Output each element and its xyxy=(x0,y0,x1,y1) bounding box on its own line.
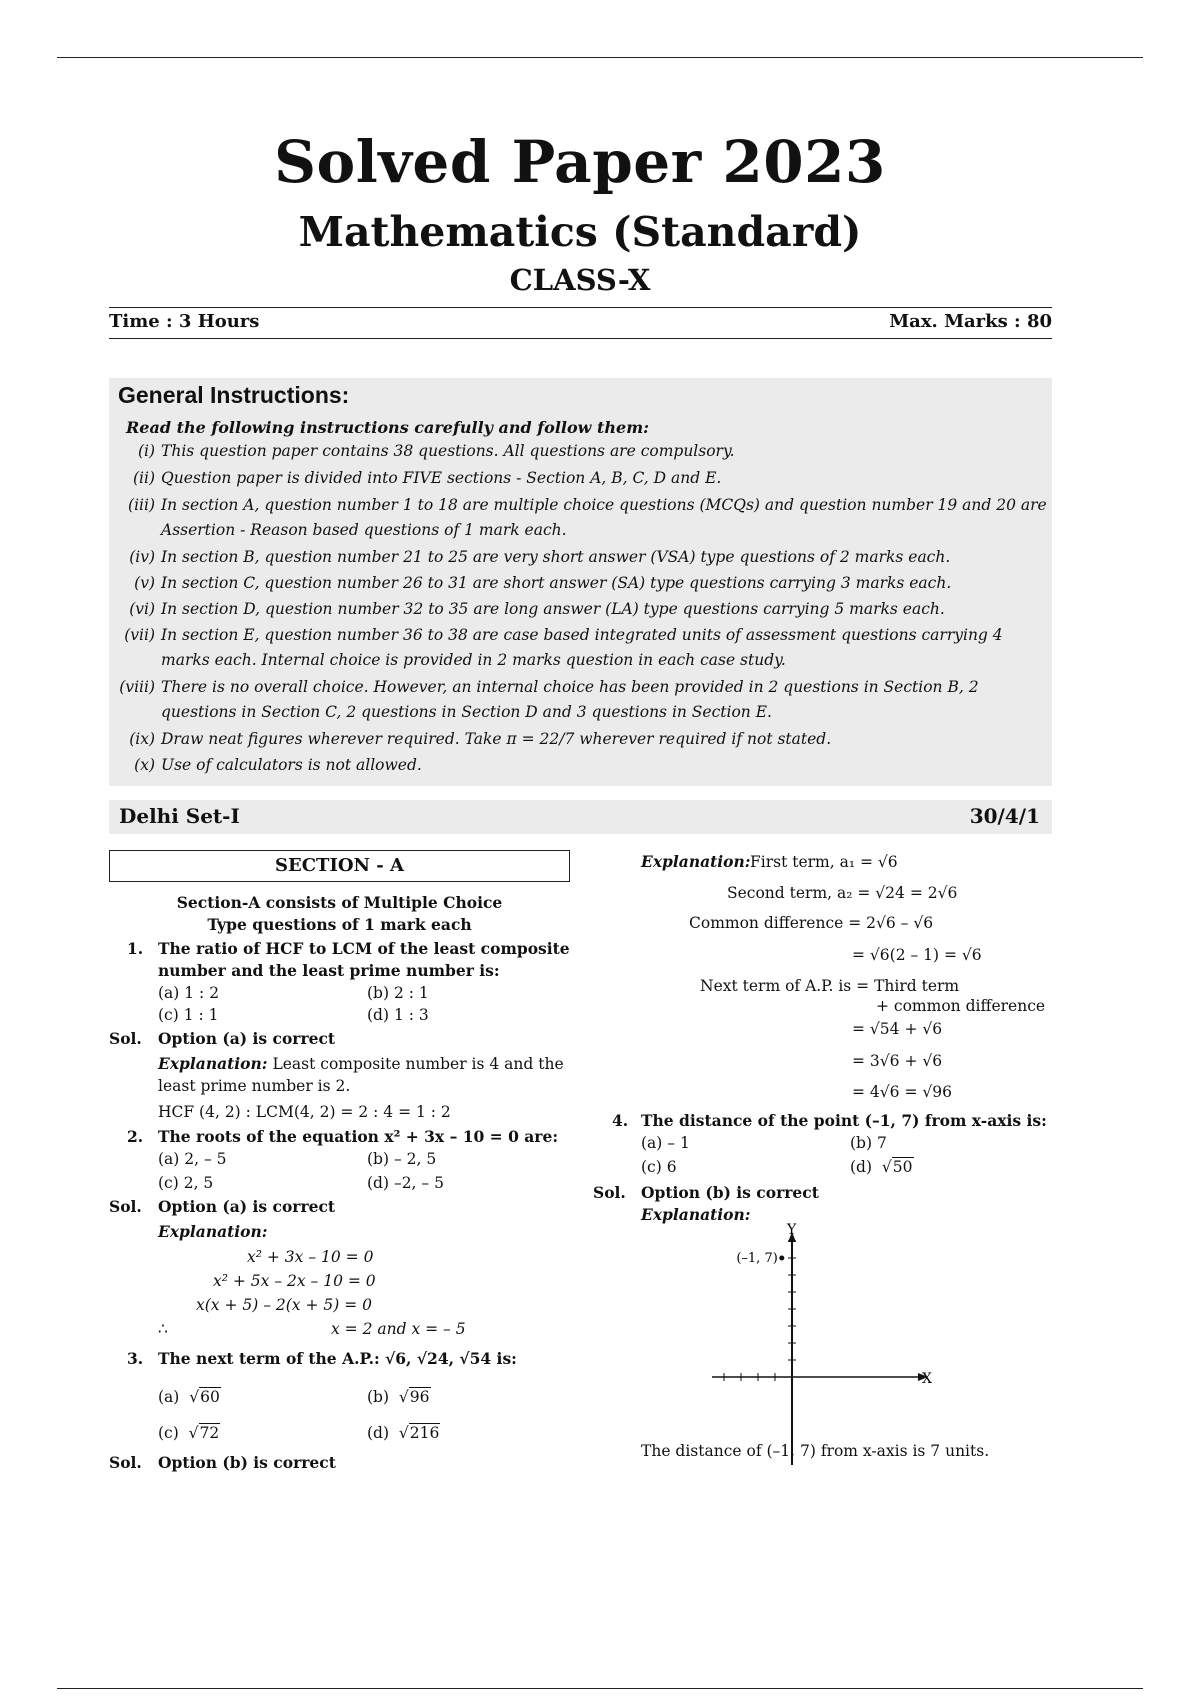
explanation: Explanation: Least composite number is 4 and the xyxy=(158,1054,564,1073)
top-rule xyxy=(57,57,1143,58)
explanation-step: Second term, a₂ = √24 = 2√6 xyxy=(727,884,958,902)
option: (a) 2, – 5 xyxy=(158,1150,227,1168)
explanation-text: least prime number is 2. xyxy=(158,1077,351,1095)
instruction-item: (vi) In section D, question number 32 to 35 are long answer (LA) type questions carrying 5 marks each. xyxy=(129,600,945,618)
solution-answer: Option (a) is correct xyxy=(158,1197,336,1216)
option: (d) 1 : 3 xyxy=(367,1006,429,1024)
option: (d) –2, – 5 xyxy=(367,1174,444,1192)
solution-label: Sol. xyxy=(109,1029,142,1048)
coordinate-graph xyxy=(700,1220,950,1470)
page-title: Solved Paper 2023 xyxy=(274,128,886,196)
general-instructions xyxy=(109,378,1052,786)
option: (d) √50 xyxy=(850,1158,913,1176)
section-title: SECTION - A xyxy=(109,850,570,882)
question-text: The next term of the A.P.: √6, √24, √54 is: xyxy=(158,1349,517,1368)
explanation-step: = 4√6 = √96 xyxy=(852,1083,952,1101)
instruction-item: (viii) There is no overall choice. However, an internal choice has been provided in 2 questions in Section B, 2 questions in Section C, 2 questions in Section D and 3 questions in Section E. xyxy=(119,678,979,721)
instructions-intro: Read the following instructions carefully and follow them: xyxy=(126,418,650,437)
instruction-item: (ix) Draw neat figures wherever required. Take π = 22/7 wherever required if not stated. xyxy=(129,730,832,748)
equation-step: x² + 5x – 2x – 10 = 0 xyxy=(213,1272,376,1290)
y-axis-label: Y xyxy=(787,1222,797,1238)
explanation-step: + common difference xyxy=(876,997,1046,1015)
option: (c) 6 xyxy=(641,1158,677,1176)
question-number: 3. xyxy=(127,1349,144,1368)
explanation-step: Next term of A.P. is = Third term xyxy=(700,977,960,995)
instruction-item: (iii) In section A, question number 1 to 18 are multiple choice questions (MCQs) and question number 19 and 20 are Assertion - Reason based questions of 1 mark each. xyxy=(128,496,1047,539)
set-header xyxy=(109,800,1052,834)
instruction-item: (vii) In section E, question number 36 to 38 are case based integrated units of assessment questions carrying 4 marks each. Internal choice is provided in 2 marks question in each case study. xyxy=(124,626,1003,669)
x-axis-label: X xyxy=(922,1371,932,1387)
option: (a) √60 xyxy=(158,1388,220,1406)
option: (c) √72 xyxy=(158,1424,220,1442)
instruction-item: (v) In section C, question number 26 to 31 are short answer (SA) type questions carrying 3 marks each. xyxy=(134,574,952,592)
equation-step: x² + 3x – 10 = 0 xyxy=(247,1248,374,1266)
question-text: The roots of the equation x² + 3x – 10 = 0 are: xyxy=(158,1127,559,1146)
question-text: number and the least prime number is: xyxy=(158,961,500,980)
question-text: The ratio of HCF to LCM of the least composite xyxy=(158,939,570,958)
question-number: 2. xyxy=(127,1127,144,1146)
option: (a) – 1 xyxy=(641,1134,690,1152)
therefore-symbol: ∴ xyxy=(158,1320,168,1338)
class-title: CLASS-X xyxy=(509,263,651,297)
marks-label: Max. Marks : 80 xyxy=(889,311,1052,332)
solution-label: Sol. xyxy=(109,1197,142,1216)
explanation-step: = 3√6 + √6 xyxy=(852,1052,943,1070)
plotted-point xyxy=(779,1256,784,1261)
explanation-step: = √6(2 – 1) = √6 xyxy=(852,946,982,964)
explanation-step: = √54 + √6 xyxy=(852,1020,943,1038)
question-number: 1. xyxy=(127,939,144,958)
solution-answer: Option (a) is correct xyxy=(158,1029,336,1048)
meta-bottom-rule xyxy=(109,338,1052,339)
question-number: 4. xyxy=(612,1111,629,1130)
option: (c) 1 : 1 xyxy=(158,1006,219,1024)
equation-step: x = 2 and x = – 5 xyxy=(331,1320,466,1338)
point-label: (–1, 7) xyxy=(736,1251,778,1266)
solution-answer: Option (b) is correct xyxy=(641,1183,819,1202)
meta-top-rule xyxy=(109,307,1052,308)
equation-step: x(x + 5) – 2(x + 5) = 0 xyxy=(196,1296,372,1314)
option: (c) 2, 5 xyxy=(158,1174,214,1192)
instruction-item: (iv) In section B, question number 21 to 25 are very short answer (VSA) type questions of 2 marks each. xyxy=(129,548,951,566)
option: (a) 1 : 2 xyxy=(158,984,220,1002)
explanation-label: Explanation: xyxy=(641,1205,751,1224)
section-desc: Type questions of 1 mark each xyxy=(207,915,472,934)
solution-answer: Option (b) is correct xyxy=(158,1453,336,1472)
explanation-step: Common difference = 2√6 – √6 xyxy=(689,914,934,932)
solution-label: Sol. xyxy=(593,1183,626,1202)
instruction-item: (x) Use of calculators is not allowed. xyxy=(134,756,422,774)
explanation-step: First term, a₁ = √6 xyxy=(750,853,898,871)
instruction-item: (ii) Question paper is divided into FIVE sections - Section A, B, C, D and E. xyxy=(132,469,722,487)
option: (d) √216 xyxy=(367,1424,440,1442)
option: (b) – 2, 5 xyxy=(367,1150,437,1168)
subject-title: Mathematics (Standard) xyxy=(298,208,862,256)
set-name: Delhi Set-I xyxy=(119,804,240,828)
solution-label: Sol. xyxy=(109,1453,142,1472)
option: (b) 2 : 1 xyxy=(367,984,429,1002)
question-text: The distance of the point (–1, 7) from x-axis is: xyxy=(641,1111,1047,1130)
instructions-heading: General Instructions: xyxy=(118,382,350,408)
explanation-label: Explanation: xyxy=(641,852,751,871)
bottom-rule xyxy=(57,1688,1143,1689)
section-desc: Section-A consists of Multiple Choice xyxy=(176,893,503,912)
option: (b) 7 xyxy=(850,1134,887,1152)
explanation-label: Explanation: xyxy=(158,1222,268,1241)
instruction-item: (i) This question paper contains 38 questions. All questions are compulsory. xyxy=(137,442,735,460)
explanation-text: HCF (4, 2) : LCM(4, 2) = 2 : 4 = 1 : 2 xyxy=(158,1103,451,1121)
time-label: Time : 3 Hours xyxy=(109,311,260,332)
set-code: 30/4/1 xyxy=(969,804,1040,828)
conclusion-text: The distance of (–1, 7) from x-axis is 7 units. xyxy=(641,1442,990,1460)
option: (b) √96 xyxy=(367,1388,430,1406)
